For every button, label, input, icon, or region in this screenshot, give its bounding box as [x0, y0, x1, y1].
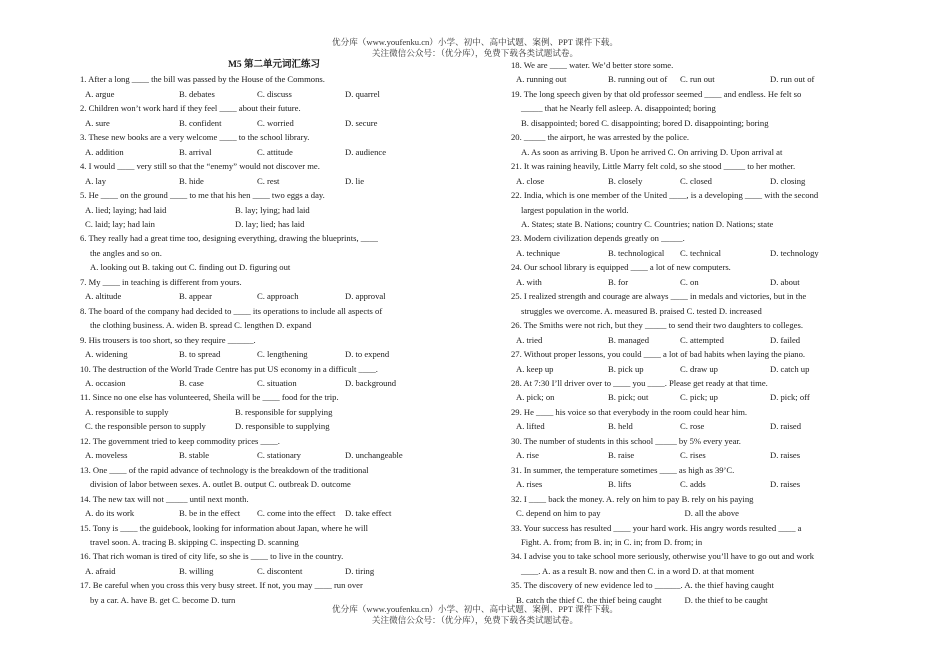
question-text-cont: Fight. A. from; from B. in; in C. in; from D. from; in — [521, 536, 703, 547]
answer-option: A. addition — [85, 146, 124, 157]
answer-options — [80, 506, 432, 520]
answer-option: D. unchangeable — [345, 450, 403, 461]
answer-option: D. approval — [345, 291, 386, 302]
question-item — [511, 492, 863, 521]
question-item — [511, 260, 863, 289]
answer-option: A. afraid — [85, 565, 116, 576]
answer-option: B. pick up — [608, 363, 644, 374]
question-text: 9. His trousers is too short, so they require ______. — [80, 334, 256, 345]
question-text: 32. I ____ back the money. A. rely on him to pay B. rely on his paying — [511, 493, 754, 504]
answer-option: B. closely — [608, 175, 643, 186]
answer-option: D. quarrel — [345, 88, 380, 99]
answer-option: C. approach — [257, 291, 299, 302]
right-questions — [511, 58, 863, 607]
page-header — [0, 37, 950, 59]
answer-options — [511, 448, 863, 462]
answer-option: C. attitude — [257, 146, 293, 157]
answer-option: C. rises — [680, 450, 706, 461]
answer-option: D. audience — [345, 146, 387, 157]
question-text-cont: division of labor between sexes. A. outlet B. output C. outbreak D. outcome — [90, 479, 351, 490]
answer-option: A. lied; laying; had laid — [85, 204, 167, 215]
answer-option: B. hide — [179, 175, 204, 186]
answer-option: B. lifts — [608, 479, 632, 490]
answer-option: D. all the above — [684, 508, 739, 519]
answer-option: C. lengthening — [257, 349, 308, 360]
answer-options — [511, 72, 863, 86]
answer-option: D. take effect — [345, 508, 392, 519]
question-text: 15. Tony is ____ the guidebook, looking for information about Japan, where he will — [80, 522, 369, 533]
question-text-cont: largest population in the world. — [521, 204, 629, 215]
question-item — [80, 333, 432, 362]
question-item — [511, 130, 863, 159]
question-text: 1. After a long ____ the bill was passed by the House of the Commons. — [80, 74, 325, 85]
answer-option: A. keep up — [516, 363, 554, 374]
answer-option: B. lay; lying; had laid — [235, 204, 310, 215]
answer-option: B. be in the effect — [179, 508, 241, 519]
answer-option: D. failed — [770, 334, 801, 345]
question-text: 5. He ____ on the ground ____ to me that his hen ____ two eggs a day. — [80, 190, 325, 201]
answer-option: B. held — [608, 421, 633, 432]
answer-option: C. depend on him to pay — [516, 508, 601, 519]
answer-option: C. worried — [257, 117, 294, 128]
question-text: 23. Modern civilization depends greatly on _____. — [511, 233, 685, 244]
answer-option: B. running out of — [608, 74, 668, 85]
answer-options — [80, 145, 432, 159]
question-item — [511, 188, 863, 231]
question-text: 25. I realized strength and courage are always ____ in medals and victories, but in the — [511, 291, 807, 302]
question-text-cont: travel soon. A. tracing B. skipping C. inspecting D. scanning — [90, 536, 299, 547]
question-item — [80, 304, 432, 333]
answer-option: D. lay; lied; has laid — [235, 218, 305, 229]
answer-option: D. the thief to be caught — [684, 594, 768, 605]
answer-option: B. technological — [608, 247, 665, 258]
answer-option: B. raise — [608, 450, 635, 461]
answer-option: B. debates — [179, 88, 215, 99]
answer-option: C. come into the effect — [257, 508, 336, 519]
answer-option: D. raises — [770, 479, 801, 490]
answer-option: A. technique — [516, 247, 560, 258]
answer-option: A. altitude — [85, 291, 122, 302]
answer-option: D. closing — [770, 175, 806, 186]
question-item — [511, 289, 863, 318]
question-text: 28. At 7:30 I’ll driver over to ____ you ____. Please get ready at that time. — [511, 377, 768, 388]
answer-option: B. confident — [179, 117, 222, 128]
question-item — [511, 318, 863, 347]
question-item — [511, 405, 863, 434]
answer-option: B. to spread — [179, 349, 221, 360]
answer-option: A. lifted — [516, 421, 545, 432]
question-item — [80, 159, 432, 188]
question-text: 24. Our school library is equipped ____ a lot of new computers. — [511, 262, 731, 273]
answer-option: C. situation — [257, 377, 297, 388]
answer-option: D. run out of — [770, 74, 815, 85]
answer-option: C. discontent — [257, 565, 303, 576]
question-text: 33. Your success has resulted ____ your hard work. His angry words resulted ____ a — [511, 522, 802, 533]
answer-options — [80, 347, 432, 361]
question-item — [80, 72, 432, 101]
answer-option: A. sure — [85, 117, 110, 128]
question-item — [511, 376, 863, 405]
question-text: 18. We are ____ water. We’d better store some. — [511, 60, 674, 70]
question-text: 4. I would ____ very still so that the “enemy” would not discover me. — [80, 161, 320, 172]
answer-option: C. on — [680, 276, 699, 287]
answer-option: A. moveless — [85, 450, 128, 461]
question-item — [80, 362, 432, 391]
question-text: 13. One ____ of the rapid advance of technology is the breakdown of the traditional — [80, 464, 369, 475]
answer-option: B. case — [179, 377, 204, 388]
answer-options — [511, 362, 863, 376]
answer-options — [511, 275, 863, 289]
answer-options: A. looking out B. taking out C. finding out D. figuring out — [90, 262, 291, 273]
answer-option: B. appear — [179, 291, 212, 302]
answer-option: C. technical — [680, 247, 722, 258]
question-item — [511, 231, 863, 260]
answer-option: A. occasion — [85, 377, 126, 388]
question-text: 34. I advise you to take school more seriously, otherwise you’ll have to go out and work — [511, 551, 815, 562]
answer-options — [511, 477, 863, 491]
question-text: 11. Since no one else has volunteered, Sheila will be ____ food for the trip. — [80, 392, 339, 403]
question-item — [511, 578, 863, 607]
answer-options — [511, 333, 863, 347]
answer-options — [80, 217, 432, 231]
answer-options — [511, 174, 863, 188]
answer-options — [511, 419, 863, 433]
question-item — [511, 58, 863, 87]
answer-option: A. argue — [85, 88, 115, 99]
question-item — [80, 101, 432, 130]
question-item — [80, 492, 432, 521]
question-text: 2. Children won’t work hard if they feel ____ about their future. — [80, 103, 301, 114]
answer-option: C. draw up — [680, 363, 718, 374]
answer-option: A. close — [516, 175, 545, 186]
question-item — [80, 578, 432, 607]
answer-option: B. responsible for supplying — [235, 406, 333, 417]
page-footer — [0, 604, 950, 626]
header-line-1: 优分库（www.youfenku.cn）小学、初中、高中试题、案例、PPT 课件下载。 — [332, 37, 618, 47]
left-column — [80, 58, 432, 607]
document-title: M5 第二单元词汇练习 — [227, 60, 321, 70]
answer-options — [511, 506, 863, 520]
question-text: 17. Be careful when you cross this very busy street. If not, you may ____ run over — [80, 580, 363, 591]
question-item — [511, 159, 863, 188]
question-text-cont: B. disappointed; bored C. disappointing; bored D. disappointing; boring — [521, 117, 769, 128]
answer-option: C. stationary — [257, 450, 301, 461]
question-item — [80, 390, 432, 433]
answer-options — [80, 116, 432, 130]
answer-options — [80, 376, 432, 390]
question-item — [80, 231, 432, 274]
question-text: 31. In summer, the temperature sometimes ____ as high as 39’C. — [511, 464, 735, 475]
question-text-cont: the angles and so on. — [90, 247, 162, 258]
question-text: 19. The long speech given by that old professor seemed ____ and endless. He felt so — [511, 88, 802, 99]
answer-option: B. pick; out — [608, 392, 649, 403]
question-text: 8. The board of the company had decided to ____ its operations to include all aspects of — [80, 305, 383, 316]
answer-option: A. with — [516, 276, 542, 287]
answer-option: C. pick; up — [680, 392, 718, 403]
answer-option: A. tried — [516, 334, 543, 345]
question-text: 20. _____ the airport, he was arrested by the police. — [511, 132, 690, 143]
answer-option: D. about — [770, 276, 800, 287]
left-questions — [80, 72, 432, 607]
question-text: 27. Without proper lessons, you could ____ a lot of bad habits when laying the piano. — [511, 349, 806, 360]
question-text-cont: the clothing business. A. widen B. spread C. lengthen D. expand — [90, 320, 312, 331]
answer-options — [80, 174, 432, 188]
question-item — [80, 463, 432, 492]
answer-option: B. for — [608, 276, 629, 287]
question-item — [80, 521, 432, 550]
question-text: 29. He ____ his voice so that everybody in the room could hear him. — [511, 406, 748, 417]
right-column — [511, 58, 863, 607]
answer-option: C. closed — [680, 175, 712, 186]
answer-option: D. to expend — [345, 349, 390, 360]
answer-option: A. lay — [85, 175, 107, 186]
question-text-cont: by a car. A. have B. get C. become D. turn — [90, 594, 236, 605]
question-text: 21. It was raining heavily, Little Marry felt cold, so she stood _____ to her mother. — [511, 161, 796, 172]
answer-options — [80, 419, 432, 433]
question-text: 35. The discovery of new evidence led to ______. A. the thief having caught — [511, 580, 774, 591]
answer-option: D. background — [345, 377, 397, 388]
answer-options — [80, 448, 432, 462]
answer-option: C. the responsible person to supply — [85, 421, 206, 432]
answer-option: A. widening — [85, 349, 128, 360]
answer-option: B. arrival — [179, 146, 212, 157]
question-text: 12. The government tried to keep commodity prices ____. — [80, 435, 280, 446]
answer-option: D. catch up — [770, 363, 810, 374]
question-text: 6. They really had a great time too, designing everything, drawing the blueprints, ____ — [80, 233, 378, 244]
answer-option: D. raises — [770, 450, 801, 461]
question-text: 30. The number of students in this school _____ by 5% every year. — [511, 435, 741, 446]
answer-option: C. rose — [680, 421, 705, 432]
answer-option: A. running out — [516, 74, 567, 85]
answer-option: C. laid; lay; had lain — [85, 218, 155, 229]
footer-line-2: 关注微信公众号：（优分库），免费下载各类试题试卷。 — [371, 615, 579, 625]
answer-option: C. run out — [680, 74, 715, 85]
answer-options — [80, 564, 432, 578]
question-item — [511, 549, 863, 578]
answer-option: D. technology — [770, 247, 819, 258]
question-item — [80, 188, 432, 231]
question-text: 22. India, which is one member of the United ____, is a developing ____ with the second — [511, 190, 819, 201]
answer-option: D. tiring — [345, 565, 375, 576]
question-item — [80, 434, 432, 463]
answer-options — [80, 203, 432, 217]
question-item — [80, 549, 432, 578]
question-text: 3. These new books are a very welcome ____ to the school library. — [80, 132, 310, 143]
answer-option: C. attempted — [680, 334, 724, 345]
question-text: 16. That rich woman is tired of city life, so she is ____ to live in the country. — [80, 551, 344, 562]
answer-option: A. pick; on — [516, 392, 555, 403]
question-text-cont: _____ that he Nearly fell asleep. A. disappointed; boring — [521, 103, 716, 114]
answer-options — [80, 405, 432, 419]
answer-option: D. pick; off — [770, 392, 810, 403]
answer-option: A. responsible to supply — [85, 406, 169, 417]
answer-options — [511, 246, 863, 260]
question-text-cont: struggles we overcome. A. measured B. praised C. tested D. increased — [521, 305, 762, 316]
answer-options — [80, 289, 432, 303]
answer-options: A. States; state B. Nations; country C. Countries; nation D. Nations; state — [521, 218, 774, 229]
question-item — [511, 347, 863, 376]
question-item — [511, 87, 863, 130]
answer-option: B. stable — [179, 450, 210, 461]
answer-option: B. willing — [179, 565, 214, 576]
question-text: 26. The Smiths were not rich, but they _____ to send their two daughters to colleges. — [511, 320, 803, 331]
question-text-cont: ____. A. as a result B. now and then C. in a word D. at that moment — [521, 565, 755, 576]
answer-option: A. rise — [516, 450, 539, 461]
answer-option: D. lie — [345, 175, 365, 186]
answer-option: A. rises — [516, 479, 543, 490]
answer-option: A. do its work — [85, 508, 135, 519]
answer-options: A. As soon as arriving B. Upon he arrived C. On arriving D. Upon arrival at — [521, 146, 783, 157]
footer-line-1: 优分库（www.youfenku.cn）小学、初中、高中试题、案例、PPT 课件下载。 — [332, 604, 618, 614]
answer-options — [511, 390, 863, 404]
question-item — [511, 434, 863, 463]
question-item — [80, 275, 432, 304]
question-item — [511, 463, 863, 492]
answer-option: C. discuss — [257, 88, 292, 99]
answer-options — [80, 87, 432, 101]
answer-option: D. responsible to supplying — [235, 421, 330, 432]
question-item — [80, 130, 432, 159]
answer-option: C. adds — [680, 479, 706, 490]
question-text: 10. The destruction of the World Trade Centre has put US economy in a difficult ____. — [80, 363, 378, 374]
question-text: 7. My ____ in teaching is different from yours. — [80, 276, 242, 287]
answer-option: B. catch the thief C. the thief being caught — [516, 594, 662, 605]
answer-option: B. managed — [608, 334, 650, 345]
question-text: 14. The new tax will not _____ until next month. — [80, 493, 249, 504]
question-item — [511, 521, 863, 550]
header-line-2: 关注微信公众号：（优分库），免费下载各类试题试卷。 — [371, 48, 579, 58]
answer-option: D. secure — [345, 117, 378, 128]
answer-option: D. raised — [770, 421, 802, 432]
answer-option: C. rest — [257, 175, 280, 186]
